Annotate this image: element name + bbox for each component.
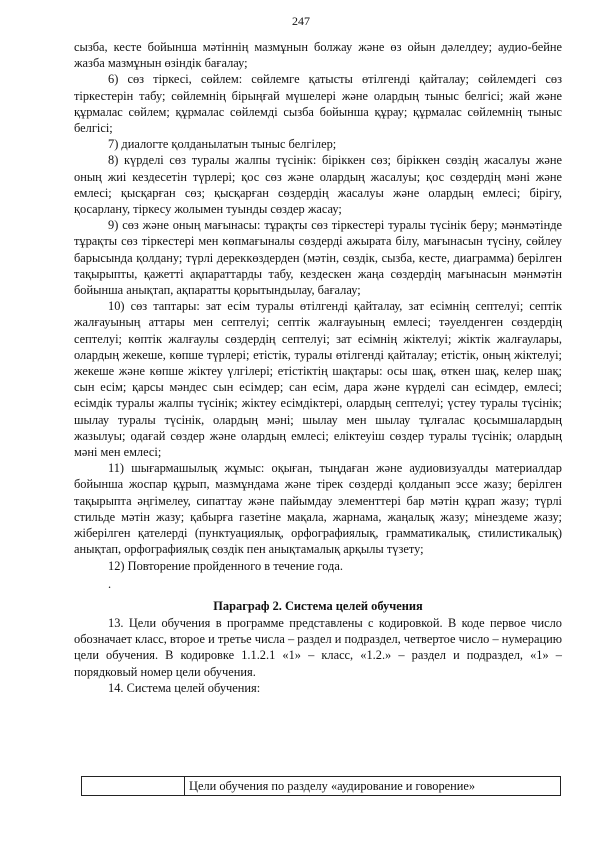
table-cell-empty — [82, 777, 185, 795]
table-cell-section-title: Цели обучения по разделу «аудирование и говорение» — [189, 779, 476, 793]
paragraph-item-8: 8) күрделі сөз туралы жалпы түсінік: біріккен сөз; біріккен сөздің жасалуы және оның жиі кездесетін түрлері; қос сөз және олардың жасалуы; қос сөздердің мәні және емлесі; қысқарған сөз; қысқарған сөздердің жасалуы және олардың емлесі; бірігу, қосарлану, тіркесу жолымен туынды сөздер жасау; — [74, 153, 562, 217]
paragraph-item-9: 9) сөз және оның мағынасы: тұрақты сөз тіркестері туралы түсінік беру; мәнмәтінде тұрақты сөз тіркестері мен көпмағыналы сөздерді ажырата білу, мағынасын түсіну, сөйлеу барысында қолдану; түрлі дереккөздерден (мәтін, сөздік, сызба, кесте, диаграмма) берілген тақырыпты, қажетті ақпараттарды табу, кездескен жаңа сөздердің мағынасын мәнмәтін бойынша анықтап, ақпаратты қорытындылау, бағалау; — [74, 218, 562, 298]
paragraph-continuation: сызба, кесте бойынша мәтіннің мазмұнын болжау және өз ойын дәлелдеу; аудио-бейне жазба мазмұнын өзіндік бағалау; — [74, 40, 562, 71]
section-heading: Параграф 2. Система целей обучения — [213, 598, 423, 613]
paragraph-item-11: 11) шығармашылық жұмыс: оқыған, тыңдаған және аудиовизуалды материалдар бойынша жоспар құрып, мазмұндама және тірек сөздерді қолданып эссе жазу; берілген тақырыпта әңгімелеу, сипаттау және пайымдау элементтері бар мәтін құрап жазу; түрлі стильде мәтін жазу; қабырға газетіне мақала, жарнама, жаңалық жазу; мінездеме жазу; жіберілген қателерді (пунктуациялық, орфографиялық, грамматикалық, стилистикалық) анықтап, орфографиялық сөздік пен анықтамалық арқылы түзету; — [74, 461, 562, 557]
paragraph-item-10: 10) сөз таптары: зат есім туралы өтілгенді қайталау, зат есімнің септелуі; септік жалғауының аттары мен септелуі; септік жалғауының емлесі; тәуелденген сөздердің септелуі; көптік жалғаулы сөздердің септелуі; зат есімнің жіктелуі; жіктік жалғаулары, олардың жекеше, көпше түрлері; етістік, туралы өтілгенді қайталау; етістік, оның жіктелуі; жекеше және көпше жіктеу үлгілері; етістіктің шақтары: осы шақ, өткен шақ, келер шақ; сын есім; қарсы мәндес сын есімдер; сан есім, дара және күрделі сан есімдер, емлесі; есімдік туралы жалпы түсінік; жіктеу есімдіктері, олардың септелуі; үстеу туралы түсінік; шылау туралы түсінік, олардың мәні; шылау мен шылау тұлғалас қосымшалардың жазылуы; одағай сөздер және олардың емлесі; еліктеуіш сөздер туралы түсінік; олардың мәні мен емлесі; — [74, 299, 562, 460]
page-number: 247 — [292, 14, 310, 28]
stray-dot: . — [108, 576, 112, 591]
paragraph-item-12: 12) Повторение пройденного в течение года. — [108, 558, 343, 573]
paragraph-item-7: 7) диалогте қолданылатын тыныс белгілер; — [108, 137, 337, 152]
paragraph-item-6: 6) сөз тіркесі, сөйлем: сөйлемге қатысты өтілгенді қайталау; сөйлемдегі сөз тіркестерін табу; сөйлемнің бірыңғай мүшелері және олардың тыныс белгісі; жай және құрмалас сөйлем; құрмалас сөйлемді сызба бойынша құрау; құрмалас сөйлемнің тыныс белгісі; — [74, 72, 562, 136]
learning-objectives-table — [81, 776, 561, 796]
page-content — [74, 39, 562, 696]
paragraph-item-13: 13. Цели обучения в программе представлены с кодировкой. В коде первое число обозначает класс, второе и третье числа – раздел и подраздел, четвертое число – нумерацию цели обучения. В кодировке 1.1.2.1 «1» – класс, «1.2.» – раздел и подраздел, «1» – порядковый номер цели обучения. — [74, 615, 562, 679]
paragraph-item-14: 14. Система целей обучения: — [108, 680, 261, 695]
